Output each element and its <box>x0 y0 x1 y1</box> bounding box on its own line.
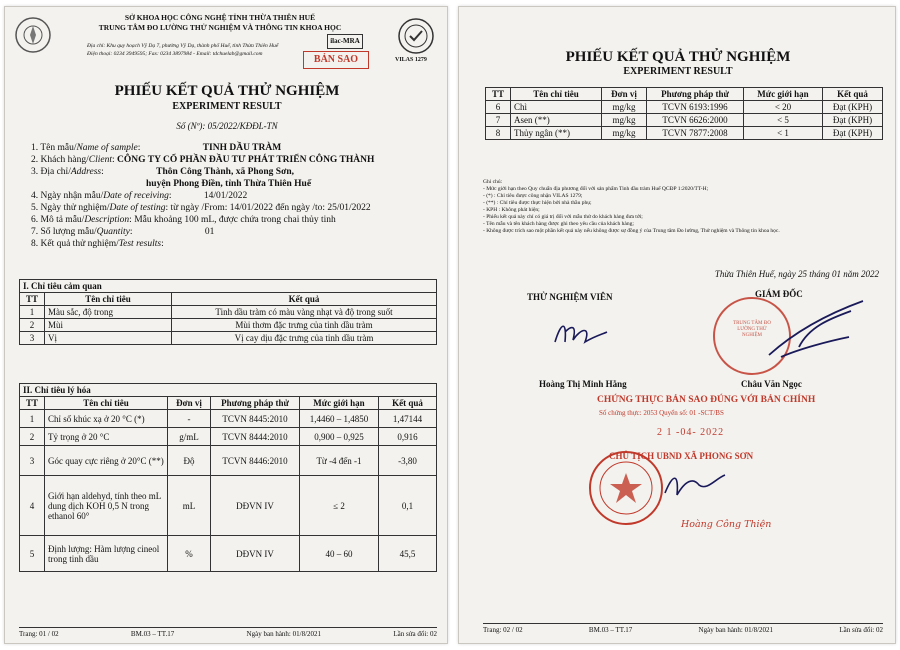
cell: Chỉ số khúc xạ ở 20 °C (*) <box>45 410 168 428</box>
page-footer <box>483 623 883 634</box>
cell: Thủy ngân (**) <box>511 127 602 140</box>
cell: Mùi <box>45 319 172 332</box>
table-row <box>20 476 437 536</box>
table-row <box>20 319 437 332</box>
cell: TCVN 8444:2010 <box>211 428 300 446</box>
cell: 1 <box>20 306 45 319</box>
cell: Vị <box>45 332 172 345</box>
cell: Vị cay dịu đặc trưng của tinh dầu tràm <box>172 332 437 345</box>
cell: Độ <box>168 446 211 476</box>
table-header <box>20 397 437 410</box>
header-cell: TT <box>20 293 45 306</box>
table-row <box>486 101 883 114</box>
center-name: TRUNG TÂM ĐO LƯỜNG THỬ NGHIỆM VÀ THÔNG TIN KHOA HỌC <box>98 23 342 32</box>
cell: TCVN 6193:1996 <box>647 101 744 114</box>
cell: Mùi thơm đặc trưng của tinh dầu tràm <box>172 319 437 332</box>
notes-block <box>483 179 889 235</box>
table-row <box>486 127 883 140</box>
cell: - <box>168 410 211 428</box>
dept-name: SỞ KHOA HỌC CÔNG NGHỆ TỈNH THỪA THIÊN HUẾ <box>124 13 316 22</box>
cell: Asen (**) <box>511 114 602 127</box>
vilas-seal-icon <box>397 17 435 55</box>
cert-org: CHỦ TỊCH UBND XÃ PHONG SƠN <box>609 451 754 461</box>
note-line: Ghi chú: <box>483 179 503 185</box>
commune-seal-icon <box>587 449 665 527</box>
metals-table <box>485 87 883 140</box>
table-row <box>20 306 437 319</box>
cert-title: CHỨNG THỰC BẢN SAO ĐÚNG VỚI BẢN CHÍNH <box>597 395 816 405</box>
sensory-table <box>19 279 437 345</box>
header-cell: Tên chỉ tiêu <box>45 397 168 410</box>
cell: < 1 <box>744 127 823 140</box>
date-line: Thừa Thiên Huế, ngày 25 tháng 01 năm 2022 <box>714 269 879 279</box>
cell: DĐVN IV <box>211 536 300 572</box>
cell: Từ -4 đến -1 <box>300 446 379 476</box>
cell: 0,1 <box>379 476 437 536</box>
cell: Đạt (KPH) <box>823 114 883 127</box>
cell: 5 <box>20 536 45 572</box>
table-row <box>20 332 437 345</box>
vilas-label: VILAS 1279 <box>395 57 427 63</box>
info-row: huyện Phong Điền, tỉnh Thừa Thiên Huế <box>146 179 312 189</box>
cell: Đạt (KPH) <box>823 127 883 140</box>
page-footer <box>19 627 437 638</box>
cell: 1,4460 – 1,4850 <box>300 410 379 428</box>
table-header <box>486 88 883 101</box>
cell: Định lượng: Hàm lượng cineol trong tinh dầu <box>45 536 168 572</box>
cell: DĐVN IV <box>211 476 300 536</box>
info-row: 3. Địa chỉ/Address: Thôn Công Thành, xã Phong Sơn, <box>31 167 295 177</box>
logo-icon <box>13 15 53 55</box>
cell: mL <box>168 476 211 536</box>
cell: 8 <box>486 127 511 140</box>
header-cell: Kết quả <box>823 88 883 101</box>
cert-signature <box>659 465 729 501</box>
note-line: - Mức giới hạn theo Quy chuẩn địa phương đối với sản phẩm Tinh dầu tràm Huế QCĐP 1:2020/TT-H; <box>483 186 709 192</box>
info-row: 8. Kết quả thử nghiệm/Test results: <box>31 239 164 249</box>
cell: Tỷ trọng ở 20 °C <box>45 428 168 446</box>
footer-form: BM.03 – TT.17 <box>588 626 633 634</box>
footer-issued: Ngày ban hành: 01/8/2021 <box>698 626 774 634</box>
cell: g/mL <box>168 428 211 446</box>
cell: -3,80 <box>379 446 437 476</box>
info-row: 5. Ngày thử nghiệm/Date of testing: từ ngày /From: 14/01/2022 đến ngày /to: 25/01/2022 <box>31 203 371 213</box>
table-row <box>20 428 437 446</box>
ilac-logo: ilac-MRA <box>327 34 363 49</box>
table-row <box>20 446 437 476</box>
cert-date: 2 1 -04- 2022 <box>657 427 725 438</box>
director-signature <box>759 297 869 367</box>
cell: 0,916 <box>379 428 437 446</box>
table-row <box>20 536 437 572</box>
cell: 1,47144 <box>379 410 437 428</box>
footer-revision: Lần sửa đổi: 02 <box>393 630 437 638</box>
header-cell: Đơn vị <box>168 397 211 410</box>
page-subtitle: EXPERIMENT RESULT <box>623 66 733 77</box>
tester-name: Hoàng Thị Minh Hằng <box>539 379 627 389</box>
page-title: PHIẾU KẾT QUẢ THỬ NGHIỆM <box>565 49 791 65</box>
section-2-title: II. Chỉ tiêu lý hóa <box>20 384 437 397</box>
cell: 4 <box>20 476 45 536</box>
header-cell: TT <box>20 397 45 410</box>
info-row: 1. Tên mẫu/Name of sample: TINH DẦU TRÀM <box>31 143 282 153</box>
cell: 6 <box>486 101 511 114</box>
report-number: Số (Nº): 05/2022/KĐĐL-TN <box>176 121 278 131</box>
footer-page: Trang: 02 / 02 <box>483 626 523 634</box>
header-cell: Mức giới hạn <box>300 397 379 410</box>
tester-signature <box>551 312 611 352</box>
note-line: - (**) : Chỉ tiêu được thực hiện bởi nhà thầu phụ; <box>483 200 592 206</box>
header-cell: Mức giới hạn <box>744 88 823 101</box>
table-header <box>20 293 437 306</box>
cell: 3 <box>20 332 45 345</box>
cell: mg/kg <box>602 101 647 114</box>
page-subtitle: EXPERIMENT RESULT <box>172 101 282 112</box>
page-1 <box>4 6 448 644</box>
info-row: 2. Khách hàng/Client: CÔNG TY CỔ PHẦN ĐẦU TƯ PHÁT TRIỂN CÔNG THÀNH <box>31 155 375 165</box>
physchem-table <box>19 383 437 572</box>
header-cell: Đơn vị <box>602 88 647 101</box>
cell: mg/kg <box>602 127 647 140</box>
table-row <box>486 114 883 127</box>
cell: TCVN 8446:2010 <box>211 446 300 476</box>
cell: 45,5 <box>379 536 437 572</box>
header-cell: Phương pháp thử <box>647 88 744 101</box>
cell: 0,900 – 0,925 <box>300 428 379 446</box>
director-title: GIÁM ĐỐC <box>755 289 803 299</box>
section-1-title: I. Chỉ tiêu cảm quan <box>20 280 437 293</box>
footer-form: BM.03 – TT.17 <box>130 630 175 638</box>
center-address: Địa chỉ: Khu quy hoạch Vỹ Dạ 7, phường Vỹ Dạ, thành phố Huế, tỉnh Thừa Thiên Huế <box>87 43 279 49</box>
cell: Đạt (KPH) <box>823 101 883 114</box>
note-line: - Phiếu kết quả này chỉ có giá trị đối với mẫu thử do khách hàng đưa tới; <box>483 214 643 220</box>
header-cell: Kết quả <box>172 293 437 306</box>
cell: < 20 <box>744 101 823 114</box>
header-cell: Kết quả <box>379 397 437 410</box>
cell: Góc quay cực riêng ở 20°C (**) <box>45 446 168 476</box>
cell: < 5 <box>744 114 823 127</box>
header-cell: TT <box>486 88 511 101</box>
cell: 7 <box>486 114 511 127</box>
cell: mg/kg <box>602 114 647 127</box>
cell: TCVN 6626:2000 <box>647 114 744 127</box>
header-cell: Tên chỉ tiêu <box>45 293 172 306</box>
info-row: 7. Số lượng mẫu/Quantity: 01 <box>31 227 215 237</box>
cert-signer: Hoàng Công Thiện <box>681 519 772 530</box>
header-cell: Tên chỉ tiêu <box>511 88 602 101</box>
copy-stamp: BẢN SAO <box>303 51 369 69</box>
note-line: - (*) : Chỉ tiêu được công nhận VILAS 1279; <box>483 193 583 199</box>
seal-text: TRUNG TÂM ĐO LƯỜNG THỬ NGHIỆM <box>733 321 771 338</box>
cell: Màu sắc, độ trong <box>45 306 172 319</box>
cell: Giới hạn aldehyd, tính theo mL dung dịch KOH 0,5 N trong ethanol 60° <box>45 476 168 536</box>
cell: Tinh dầu tràm có màu vàng nhạt và độ trong suốt <box>172 306 437 319</box>
cell: Chì <box>511 101 602 114</box>
director-name: Châu Văn Ngọc <box>741 379 802 389</box>
footer-issued: Ngày ban hành: 01/8/2021 <box>246 630 322 638</box>
table-row <box>20 410 437 428</box>
note-line: - KPH : Không phát hiện; <box>483 207 540 213</box>
cell: TCVN 7877:2008 <box>647 127 744 140</box>
center-contact: Điện thoại: 0234 3949595; Fax: 0234 3897984 - Email: tdchuelab@gmail.com <box>87 51 263 57</box>
page-title: PHIẾU KẾT QUẢ THỬ NGHIỆM <box>114 83 340 99</box>
note-line: - Không được trích sao một phần kết quả này nếu không được sự đồng ý của Trung tâm Đo lường, Thử nghiệm và Thông tin khoa học. <box>483 228 780 234</box>
footer-revision: Lần sửa đổi: 02 <box>839 626 883 634</box>
header-cell: Phương pháp thử <box>211 397 300 410</box>
tester-title: THỬ NGHIỆM VIÊN <box>527 292 613 302</box>
info-row: 4. Ngày nhận mẫu/Date of receiving: 14/01/2022 <box>31 191 248 201</box>
cell: % <box>168 536 211 572</box>
cell: 1 <box>20 410 45 428</box>
footer-page: Trang: 01 / 02 <box>19 630 59 638</box>
note-line: - Tên mẫu và tên khách hàng được ghi theo yêu cầu của khách hàng; <box>483 221 634 227</box>
cell: 2 <box>20 428 45 446</box>
cell: 40 – 60 <box>300 536 379 572</box>
cert-number: Số chứng thực: 2053 Quyển số: 01 -SCT/BS <box>599 409 724 417</box>
cell: TCVN 8445:2010 <box>211 410 300 428</box>
cell: ≤ 2 <box>300 476 379 536</box>
cell: 2 <box>20 319 45 332</box>
cell: 3 <box>20 446 45 476</box>
sample-info <box>31 142 443 250</box>
page-2 <box>458 6 896 644</box>
info-row: 6. Mô tả mẫu/Description: Mẫu khoảng 100 mL, được chứa trong chai thủy tinh <box>31 215 336 225</box>
